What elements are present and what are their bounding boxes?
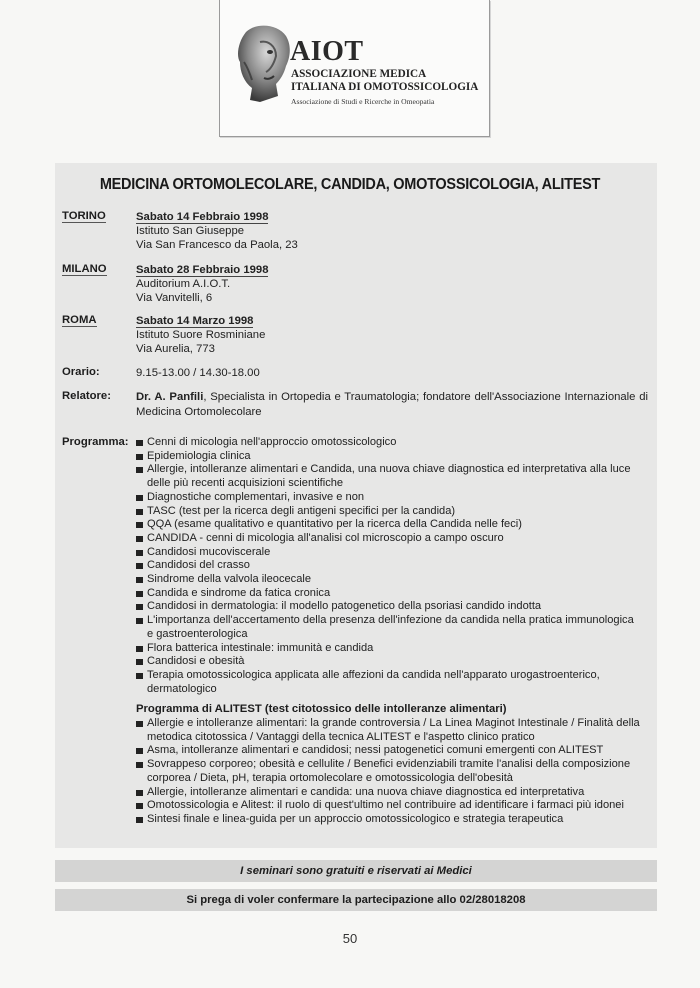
venue-address-milano: Via Vanvitelli, 6 — [136, 292, 213, 304]
list-item: Epidemiologia clinica — [136, 450, 641, 464]
venue-place-milano: Auditorium A.I.O.T. — [136, 278, 231, 290]
list-item: TASC (test per la ricerca degli antigeni specifici per la candida) — [136, 505, 641, 519]
logo-line-2: ITALIANA DI OMOTOSSICOLOGIA — [291, 81, 479, 93]
list-item: Asma, intolleranze alimentari e candidosi; nessi patogenetici comuni emergenti con ALITEST — [136, 744, 651, 758]
list-item: Candidosi mucoviscerale — [136, 546, 641, 560]
hahnemann-portrait-icon — [230, 22, 296, 104]
venue-address-roma: Via Aurelia, 773 — [136, 343, 215, 355]
list-item: Terapia omotossicologica applicata alle affezioni da candida nell'apparato urogastroenterico, dermatologico — [136, 669, 641, 696]
logo-acronym: AIOT — [290, 36, 364, 67]
venue-city-roma: ROMA — [62, 314, 97, 326]
page-number: 50 — [342, 931, 358, 946]
alitest-list — [136, 717, 651, 827]
list-item: CANDIDA - cenni di micologia all'analisi col microscopio a campo oscuro — [136, 532, 641, 546]
list-item: Candidosi e obesità — [136, 655, 641, 669]
list-item: Sintesi finale e linea-guida per un approccio omotossicologico e strategia terapeutica — [136, 813, 651, 827]
list-item: Allergie, intolleranze alimentari e Candida, una nuova chiave diagnostica ed interpretativa alla luce delle più recenti acquisizioni scientifiche — [136, 463, 641, 490]
venue-date-milano: Sabato 28 Febbraio 1998 — [136, 264, 269, 276]
venue-city-milano: MILANO — [62, 263, 107, 275]
list-item: Sindrome della valvola ileocecale — [136, 573, 641, 587]
list-item: Candidosi del crasso — [136, 559, 641, 573]
aiot-logo-box — [219, 0, 490, 137]
logo-line-3: Associazione di Studi e Ricerche in Omeopatia — [291, 97, 435, 106]
orario-label: Orario: — [62, 366, 100, 378]
relatore-desc: , Specialista in Ortopedia e Traumatologia; fondatore dell'Associazione Internazionale di Medicina Ortomolecolare — [136, 391, 648, 418]
list-item: Diagnostiche complementari, invasive e non — [136, 491, 641, 505]
venue-date-roma: Sabato 14 Marzo 1998 — [136, 315, 254, 327]
venue-place-torino: Istituto San Giuseppe — [136, 225, 245, 237]
conferma-partecipazione-band: Si prega di voler confermare la partecipazione allo 02/28018208 — [55, 889, 657, 911]
logo-line-1: ASSOCIAZIONE MEDICA — [291, 68, 427, 80]
list-item: Allergie, intolleranze alimentari e candida: una nuova chiave diagnostica ed interpretativa — [136, 786, 651, 800]
programma-list — [136, 436, 641, 696]
list-item: QQA (esame qualitativo e quantitativo per la ricerca della Candida nelle feci) — [136, 518, 641, 532]
list-item: Sovrappeso corporeo; obesità e cellulite / Benefici evidenziabili tramite l'analisi della composizione corporea / Dieta, pH, terapia ortomolecolare e omotossicologia dell'obesità — [136, 758, 651, 785]
venue-place-roma: Istituto Suore Rosminiane — [136, 329, 266, 341]
relatore-label: Relatore: — [62, 390, 111, 402]
list-item: L'importanza dell'accertamento della presenza dell'infezione da candida nella pratica immunologica e gastroenterologica — [136, 614, 641, 641]
list-item: Cenni di micologia nell'approccio omotossicologico — [136, 436, 641, 450]
relatore-text — [136, 390, 648, 419]
orario-value: 9.15-13.00 / 14.30-18.00 — [136, 367, 260, 379]
venue-address-torino: Via San Francesco da Paola, 23 — [136, 239, 298, 251]
list-item: Omotossicologia e Alitest: il ruolo di quest'ultimo nel contribuire ad identificare i farmaci più idonei — [136, 799, 651, 813]
list-item: Candidosi in dermatologia: il modello patogenetico della psoriasi candido indotta — [136, 600, 641, 614]
list-item: Candida e sindrome da fatica cronica — [136, 587, 641, 601]
venue-city-torino: TORINO — [62, 210, 106, 222]
alitest-heading: Programma di ALITEST (test citotossico delle intolleranze alimentari) — [136, 703, 507, 715]
list-item: Flora batterica intestinale: immunità e candida — [136, 642, 641, 656]
programma-label: Programma: — [62, 436, 129, 448]
relatore-name: Dr. A. Panfili — [136, 391, 204, 403]
list-item: Allergie e intolleranze alimentari: la grande controversia / La Linea Maginot Intestinale / Finalità della metodica citotossica / Vantaggi della tecnica ALITEST e l'aspetto clinico pratico — [136, 717, 651, 744]
seminari-gratuiti-band: I seminari sono gratuiti e riservati ai Medici — [55, 860, 657, 882]
venue-date-torino: Sabato 14 Febbraio 1998 — [136, 211, 269, 223]
page-title: MEDICINA ORTOMOLECOLARE, CANDIDA, OMOTOSSICOLOGIA, ALITEST — [99, 176, 601, 193]
